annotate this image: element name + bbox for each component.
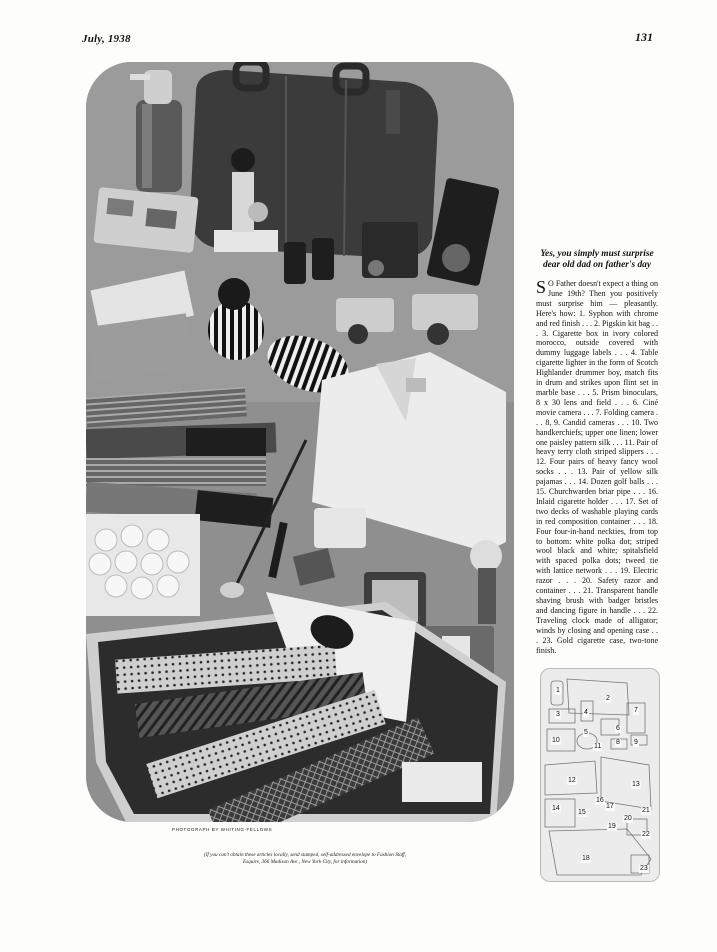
- article: [536, 249, 658, 655]
- golf-balls: [86, 514, 200, 616]
- key-number: 4: [584, 709, 588, 716]
- numbered-key-diagram: [540, 668, 660, 882]
- product-photograph: [86, 62, 514, 822]
- key-number: 16: [596, 797, 604, 804]
- drop-cap: S: [536, 277, 547, 297]
- key-number: 10: [552, 737, 560, 744]
- key-number: 5: [584, 729, 588, 736]
- key-number: 13: [632, 781, 640, 788]
- key-number: 23: [640, 865, 648, 872]
- key-number: 21: [642, 807, 650, 814]
- key-number: 17: [606, 803, 614, 810]
- page-number: 131: [635, 30, 653, 44]
- article-body: [536, 279, 658, 655]
- key-number: 14: [552, 805, 560, 812]
- key-number: 19: [608, 823, 616, 830]
- key-number: 11: [594, 743, 602, 750]
- key-number: 9: [634, 739, 638, 746]
- cigarette-box: [93, 187, 198, 253]
- key-number: 15: [578, 809, 586, 816]
- key-number: 8: [616, 739, 620, 746]
- article-title: Yes, you simply must surprise dear old dad on father's day: [540, 249, 654, 270]
- key-number: 6: [616, 725, 620, 732]
- key-number: 12: [568, 777, 576, 784]
- key-number: 1: [556, 687, 560, 694]
- gold-cigarette-case: [402, 762, 482, 802]
- header-date: July, 1938: [82, 33, 131, 45]
- key-number: 18: [582, 855, 590, 862]
- key-number: 2: [606, 695, 610, 702]
- article-text: O Father doesn't expect a thing on June 19th? Then you positively must surprise him — pleasantly. Here's how: 1. Syphon with chrome and red finish . . . 2. Pigskin kit bag . . . 3. Cigarette box in ivory colored morocco, outside covered with dummy luggage labels . . . 4. Table cigarette lighter in the form of Scotch Highlander drummer boy, match fits in drum and strikes upon flint set in marble base . . . 5. Prism binoculars, 8 x 30 lens and field . . . 6. Ciné movie camera . . . 7. Folding camera . . . 8, 9. Candid cameras . . . 10. Two handkerchiefs; upper one linen; lower one paisley pattern silk . . . 11. Pair of heavy terry cloth striped slippers . . . 12. Four pairs of heavy fancy wool socks . . . 13. Pair of yellow silk pajamas . . . 14. Dozen golf balls . . . 15. Churchwarden briar pipe . . . 16. Inlaid cigarette holder . . . 17. Set of two decks of washable playing cards in red composition container . . . 18. Four four-in-hand neckties, from top to bottom: white polka dot; striped wool black and white; spitalsfield with spaced polka dots; tweed tie with lattice network . . . 19. Electric razor . . . 20. Safety razor and container . . . 21. Transparent handle shaving brush with badger bristles and dancing figure in handle . . . 22. Traveling clock made of alligator; winds by closing and opening case . . . 23. Gold cigarette case, two-tone finish.: [536, 279, 658, 655]
- key-number: 22: [642, 831, 650, 838]
- photo-credit: PHOTOGRAPH BY WHITING-FELLOWS: [172, 827, 273, 832]
- key-number: 20: [624, 815, 632, 822]
- footnote: (If you can't obtain these articles locally, send stamped, self-addressed envelope to Fashion Staff, Esquire, 366 Madison Ave., New York City, for information): [203, 852, 407, 865]
- key-number: 7: [634, 707, 638, 714]
- key-number: 3: [556, 711, 560, 718]
- movie-camera: [362, 222, 418, 278]
- playing-cards: [314, 508, 366, 548]
